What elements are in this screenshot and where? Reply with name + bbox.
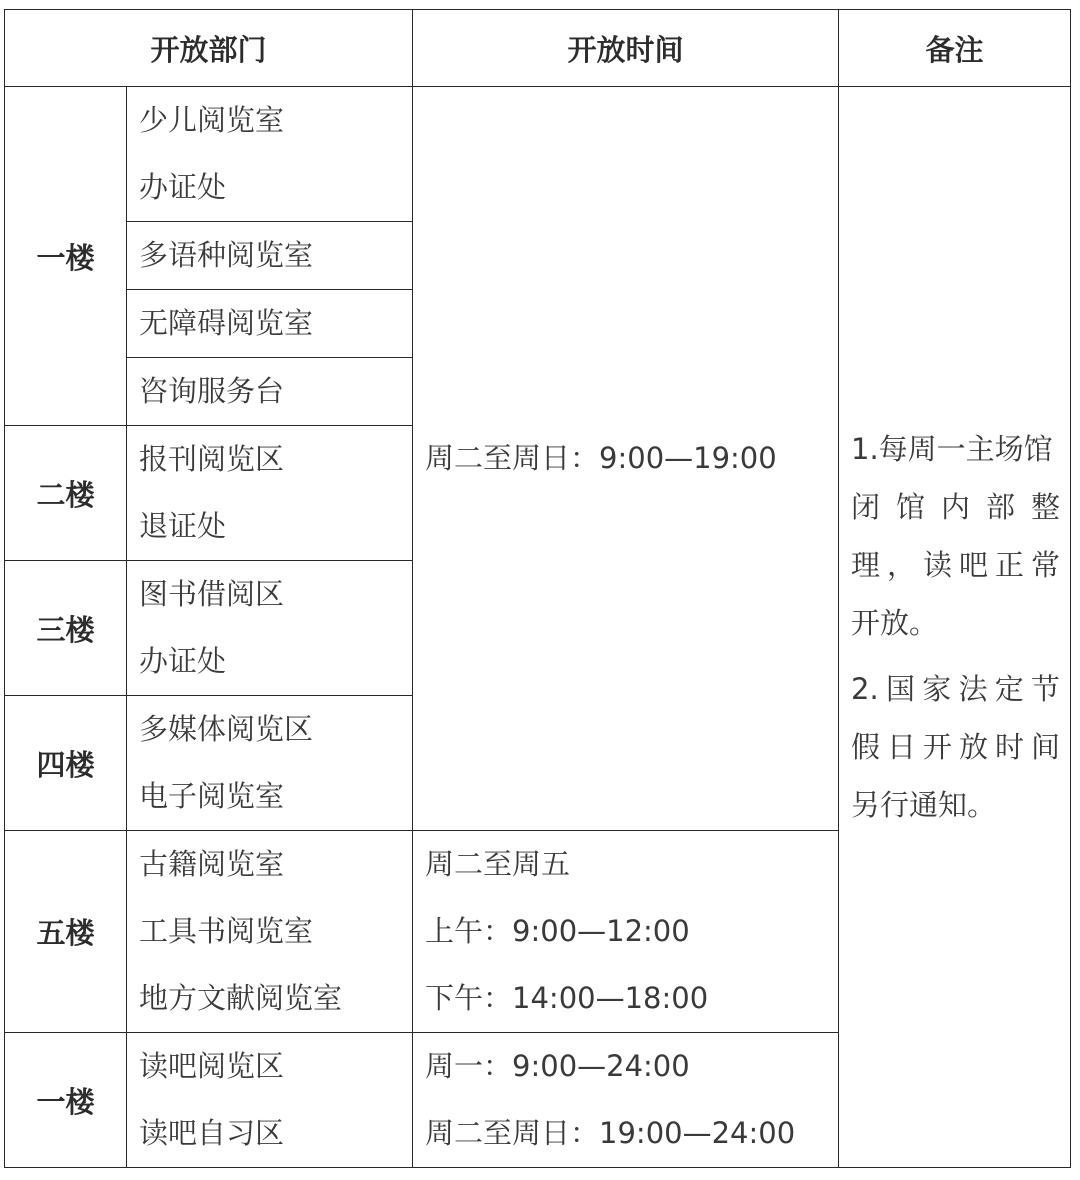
room-name: 多语种阅览室 (139, 238, 314, 272)
hours-line: 周二至周五 (425, 847, 571, 881)
floor-label: 三楼 (5, 561, 127, 696)
hours-line: 下午：14:00—18:00 (425, 981, 709, 1015)
floor-label: 一楼 (5, 1033, 127, 1168)
hours-cell (413, 831, 839, 1033)
header-row (5, 10, 1071, 87)
table-row (5, 87, 1071, 222)
room-cell (127, 831, 413, 1033)
note1-line: 理，读吧正常 (851, 548, 1061, 582)
room-name: 少儿阅览室 (139, 103, 285, 137)
header-hours: 开放时间 (413, 10, 839, 87)
floor-label: 二楼 (5, 426, 127, 561)
hours-line: 周二至周日：19:00—24:00 (425, 1116, 796, 1150)
header-department: 开放部门 (5, 10, 413, 87)
hours-cell (413, 1033, 839, 1168)
room-name: 读吧阅览区 (139, 1049, 285, 1083)
room-name: 咨询服务台 (139, 374, 285, 408)
room-name: 图书借阅区 (139, 577, 285, 611)
hours-main-text: 周二至周日：9:00—19:00 (425, 441, 777, 475)
note1-line: 开放。 (851, 606, 939, 640)
floor-label: 一楼 (5, 87, 127, 426)
header-notes: 备注 (839, 10, 1071, 87)
room-cell (127, 696, 413, 831)
room-name: 读吧自习区 (139, 1116, 285, 1150)
note2-line: 2.国家法定节 (851, 672, 1061, 706)
room-name: 办证处 (139, 644, 227, 678)
opening-hours-table-container (4, 9, 1070, 1168)
note1-line: 闭馆内部整 (851, 490, 1061, 524)
hours-main-cell (413, 87, 839, 831)
hours-line: 周一：9:00—24:00 (425, 1049, 690, 1083)
room-name: 电子阅览室 (139, 779, 285, 813)
room-name: 无障碍阅览室 (139, 306, 314, 340)
room-name: 地方文献阅览室 (139, 981, 343, 1015)
room-cell (127, 358, 413, 426)
opening-hours-table (4, 9, 1071, 1168)
room-cell (127, 426, 413, 561)
notes-cell (839, 87, 1071, 1168)
room-cell (127, 1033, 413, 1168)
room-cell (127, 290, 413, 358)
room-cell (127, 87, 413, 222)
note1-line: 1.每周一主场馆 (851, 432, 1053, 466)
room-name: 退证处 (139, 509, 227, 543)
room-cell (127, 561, 413, 696)
room-name: 报刊阅览区 (139, 442, 285, 476)
room-name: 古籍阅览室 (139, 847, 285, 881)
note2-line: 另行通知。 (851, 788, 997, 822)
room-name: 工具书阅览室 (139, 914, 314, 948)
hours-line: 上午：9:00—12:00 (425, 914, 690, 948)
floor-label: 五楼 (5, 831, 127, 1033)
room-name: 多媒体阅览区 (139, 712, 314, 746)
floor-label: 四楼 (5, 696, 127, 831)
note2-line: 假日开放时间 (851, 730, 1061, 764)
room-name: 办证处 (139, 170, 227, 204)
room-cell (127, 222, 413, 290)
